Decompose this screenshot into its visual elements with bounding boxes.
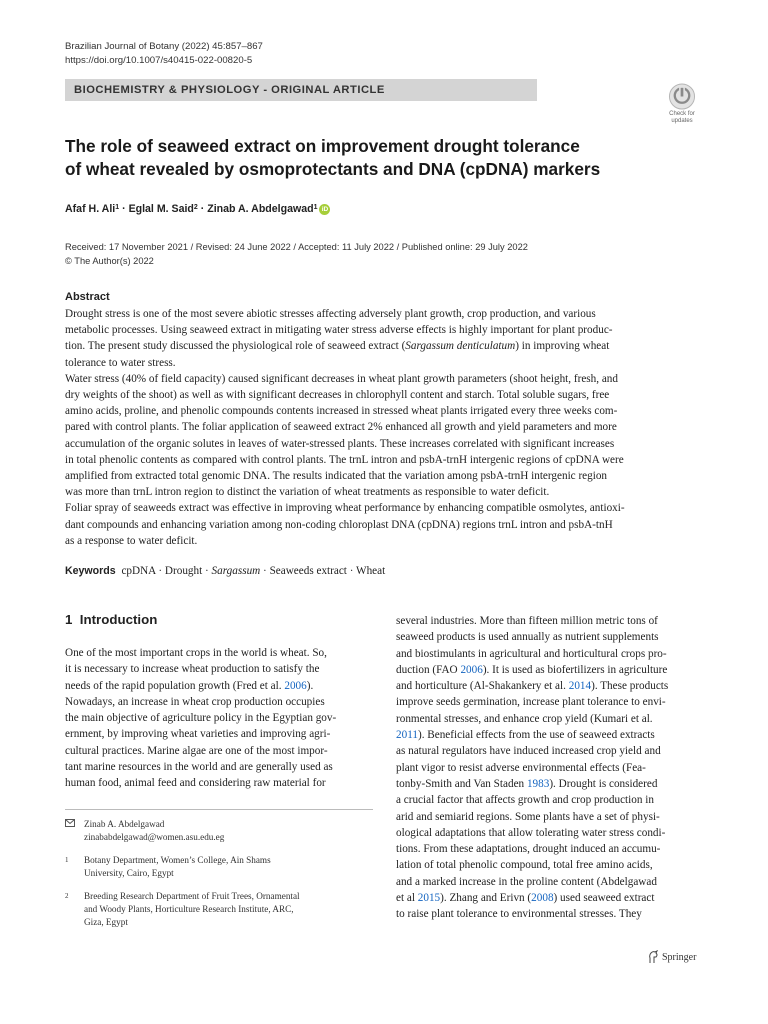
body-line: seaweed products is used annually as nutrient supplements [396,631,659,644]
abstract-line: Drought stress is one of the most severe abiotic stresses affecting adversely plant growth, crop production, and various [65,308,596,320]
affiliation-line: Giza, Egypt [84,916,128,927]
body-line: a crucial factor that affects growth and crop production in [396,794,654,807]
publisher-logo [647,950,696,964]
section-heading-introduction: 1 Introduction [65,612,158,627]
author-name[interactable]: Afaf H. Ali [65,203,116,215]
body-line: as natural regulators have induced increased crop yield and [396,745,661,758]
journal-citation: Brazilian Journal of Botany (2022) 45:857–867 [65,41,263,52]
citation-link[interactable]: 2014 [568,680,592,693]
body-line: et al 2015). Zhang and Erivn (2008) used seaweed extract [396,892,655,905]
footnotes [65,818,300,939]
affiliation-line: Breeding Research Department of Fruit Trees, Ornamental [84,891,300,902]
author-separator: · [197,203,208,215]
corresponding-author-note [65,818,300,843]
species-name: Sargassum denticulatum [405,340,516,353]
intro-right-column [396,613,668,923]
check-updates-icon [668,83,696,110]
abstract-line: dry weights of the shoot) as well as with significant decreases in chlorophyll content and starch. Total soluble sugars, free [65,389,610,402]
citation-link[interactable]: 2008 [531,892,554,905]
envelope-icon [65,818,84,843]
doi-link[interactable]: https://doi.org/10.1007/s40415-022-00820-5 [65,55,253,66]
publisher-name: Springer [662,951,697,963]
affiliation-line: Botany Department, Women’s College, Ain Shams [84,855,271,866]
dates-line: Received: 17 November 2021 / Revised: 24 June 2022 / Accepted: 11 July 2022 / Published online: 29 July 2022 [65,242,528,252]
body-line: the main objective of agriculture policy in the Egyptian gov- [65,712,337,725]
keywords-line [65,565,385,577]
running-header [65,40,263,68]
affiliation-number: 1 [65,856,69,865]
check-for-updates-button[interactable] [662,83,702,125]
author-name[interactable]: Eglal M. Said [128,203,194,215]
body-line: tant marine resources in the world and are generally used as [65,761,333,774]
check-updates-label: Check for updates [669,111,695,124]
abstract-line: accumulation of the organic solutes in leaves of water-stressed plants. These increases correlated with significant increases [65,437,615,450]
body-line: One of the most important crops in the world is wheat. So, [65,647,327,659]
corresponding-author-name: Zinab A. Abdelgawad [84,819,165,829]
body-line: to raise plant tolerance to environmental stresses. They [396,908,642,921]
affiliation-note [65,854,300,879]
abstract-body [65,306,703,549]
body-line: plant vigor to resist adverse environmental effects (Fea- [396,761,646,774]
body-line: needs of the rapid population growth (Fred et al. 2006). [65,679,314,692]
body-line: tonby-Smith and Van Staden 1983). Drought is considered [396,777,658,790]
body-line: tions. From these adaptations, drought induced an accumu- [396,843,661,856]
abstract-line: metabolic processes. Using seaweed extract in mitigating water stress adverse effects is highly important for plant produc- [65,324,613,337]
body-line: and biostimulants in agricultural and horticultural crops pro- [396,647,667,660]
keyword-text: · Seaweeds extract · Wheat [260,565,386,577]
footnote-divider [65,809,373,810]
citation-link[interactable]: 2006 [284,679,307,692]
article-category-bar: BIOCHEMISTRY & PHYSIOLOGY - ORIGINAL ARTICLE [65,79,537,101]
abstract-line: amplified from extracted total genomic DNA. The results indicated that the variation among psbA-trnH intergenic region [65,470,608,483]
abstract-line: amino acids, proline, and phenolic compounds contents increased in stressed wheat plants irrigated every three weeks com- [65,405,618,418]
abstract-line: as a response to water deficit. [65,534,198,547]
body-line: cultural practices. Marine algae are one of the most impor- [65,744,328,757]
author-separator: · [119,203,129,215]
article-title [65,135,665,180]
copyright-line: © The Author(s) 2022 [65,255,154,266]
author-name[interactable]: Zinab A. Abdelgawad [207,203,314,215]
affiliation-line: University, Cairo, Egypt [84,867,174,878]
keyword-text: cpDNA · Drought · [121,565,212,577]
body-line: and horticulture (Al-Shakankery et al. 2014). These products [396,680,669,693]
abstract-line: in total phenolic contents as compared with control plants. The trnL intron and psbA-trnH intergenic regions of cpDNA were [65,453,624,466]
orcid-icon[interactable]: iD [319,204,330,215]
affiliation-note [65,890,300,928]
springer-horse-icon [647,950,659,964]
body-line: it is necessary to increase wheat production to satisfy the [65,663,320,676]
abstract-line: tolerance to water stress. [65,356,176,369]
body-line: and a marked increase in the proline content (Abdelgawad [396,875,657,888]
abstract-line: Water stress (40% of field capacity) caused significant decreases in wheat plant growth parameters (shoot height, fresh, and [65,372,618,385]
body-line: duction (FAO 2006). It is used as biofertilizers in agriculture [396,663,668,676]
body-line: lation of total phenolic compound, total free amino acids, [396,859,653,872]
abstract-line: dant compounds and enhancing variation among non-coding chloroplast DNA (cpDNA) regions trnL intron and psbA-tnH [65,518,613,531]
body-line: ernment, by improving wheat varieties and improving agri- [65,728,331,741]
abstract-line: was more than trnL intron region to distinct the variation of wheat treatments as responsible to water deficit. [65,486,550,499]
body-line: several industries. More than fifteen million metric tons of [396,615,658,627]
affiliation-line: and Woody Plants, Horticulture Research Institute, ARC, [84,903,294,914]
body-line: ological adaptations that allow tolerating water stress condi- [396,826,666,839]
abstract-heading: Abstract [65,291,110,303]
abstract-line: tion. The present study discussed the physiological role of seaweed extract (Sargassum denticulatum) in improving wheat [65,340,610,353]
body-line: ronmental stresses, and enhance crop yield (Kumari et al. [396,712,653,725]
citation-link[interactable]: 2006 [460,663,483,676]
affiliation-number: 2 [65,892,69,901]
abstract-line: pared with control plants. The foliar application of seaweed extract 2% enhanced all growth and yield parameters and more [65,421,617,434]
abstract-line: Foliar spray of seaweeds extract was effective in improving wheat performance by enhancing compatible osmolytes, antioxi- [65,502,625,515]
keywords-label: Keywords [65,565,116,577]
body-line: arid and semiarid regions. Some plants have a set of physi- [396,810,660,823]
body-line: human food, animal feed and considering raw material for [65,777,326,790]
body-line: improve seeds germination, increase plant tolerance to envi- [396,696,666,709]
corresponding-author-email[interactable]: zinababdelgawad@women.asu.edu.eg [84,831,225,842]
citation-link[interactable]: 2015 [417,892,441,905]
body-line: Nowadays, an increase in wheat crop production occupies [65,695,325,708]
body-line: 2011). Beneficial effects from the use of seaweed extracts [396,729,655,742]
title-line: of wheat revealed by osmoprotectants and DNA (cpDNA) markers [65,158,601,179]
keyword-text: Sargassum [211,565,261,577]
publication-dates [65,241,528,268]
citation-link[interactable]: 1983 [526,777,550,790]
citation-link[interactable]: 2011 [396,729,418,742]
intro-left-column [65,645,336,792]
author-list: Afaf H. Ali $^1$ · Eglal M. Said $^2$ · Zinab A. Abdelgawad $^1$ iD [65,203,330,215]
title-line: The role of seaweed extract on improvement drought tolerance [65,136,580,156]
